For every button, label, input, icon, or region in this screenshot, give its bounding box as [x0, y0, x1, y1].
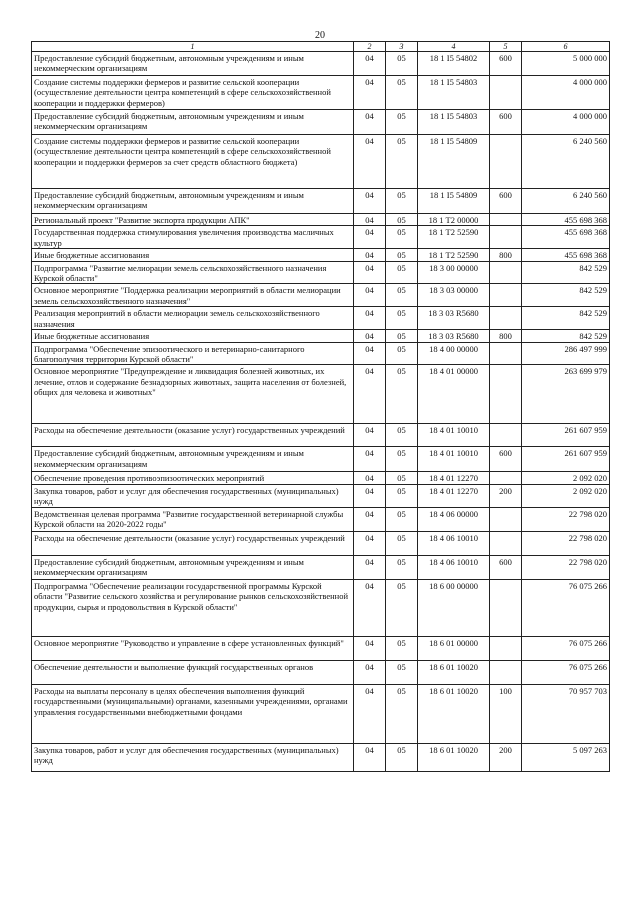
row-expense-type: [490, 226, 522, 249]
row-section: 04: [354, 330, 386, 342]
row-target-article: 18 1 I5 54809: [418, 135, 490, 189]
table-row: [32, 249, 610, 261]
row-amount: 6 240 560: [522, 189, 610, 214]
row-target-article: 18 4 01 12270: [418, 472, 490, 484]
row-amount: 455 698 368: [522, 226, 610, 249]
row-target-article: 18 3 00 00000: [418, 261, 490, 284]
row-name: Создание системы поддержки фермеров и развитие сельской кооперации (осуществление деятельности центра компетенций в сфере сельскохозяйственной кооперации и поддержки фермеров): [32, 76, 354, 110]
row-amount: 22 798 020: [522, 555, 610, 579]
table-row: [32, 684, 610, 743]
row-subsection: 05: [386, 189, 418, 214]
row-expense-type: 600: [490, 52, 522, 76]
row-amount: 76 075 266: [522, 636, 610, 660]
row-target-article: 18 6 01 10020: [418, 743, 490, 771]
row-subsection: 05: [386, 226, 418, 249]
header-col-sum: 6: [522, 42, 610, 52]
row-subsection: 05: [386, 76, 418, 110]
row-target-article: 18 1 T2 00000: [418, 214, 490, 226]
row-target-article: 18 4 06 10010: [418, 531, 490, 555]
row-subsection: 05: [386, 507, 418, 531]
row-section: 04: [354, 484, 386, 507]
table-row: [32, 307, 610, 330]
row-name: Основное мероприятие "Руководство и управление в сфере установленных функций": [32, 636, 354, 660]
row-target-article: 18 3 03 00000: [418, 284, 490, 307]
table-row: [32, 472, 610, 484]
table-row: [32, 531, 610, 555]
row-subsection: 05: [386, 307, 418, 330]
row-expense-type: [490, 531, 522, 555]
row-target-article: 18 4 01 00000: [418, 365, 490, 424]
row-amount: 842 529: [522, 307, 610, 330]
table-row: [32, 284, 610, 307]
row-expense-type: [490, 342, 522, 365]
row-amount: 286 497 999: [522, 342, 610, 365]
row-subsection: 05: [386, 660, 418, 684]
row-target-article: 18 6 01 10020: [418, 660, 490, 684]
row-expense-type: 600: [490, 189, 522, 214]
row-subsection: 05: [386, 472, 418, 484]
row-name: Основное мероприятие "Предупреждение и ликвидация болезней животных, их лечение, отлов и содержание безнадзорных животных, защита населения от болезней, общих для человека и животных": [32, 365, 354, 424]
row-amount: 2 092 020: [522, 472, 610, 484]
row-amount: 22 798 020: [522, 507, 610, 531]
table-row: [32, 330, 610, 342]
row-expense-type: [490, 660, 522, 684]
header-row: [32, 42, 610, 52]
row-target-article: 18 1 T2 52590: [418, 249, 490, 261]
row-expense-type: 100: [490, 684, 522, 743]
row-amount: 76 075 266: [522, 579, 610, 636]
table-row: [32, 447, 610, 472]
row-target-article: 18 4 06 10010: [418, 555, 490, 579]
row-expense-type: [490, 636, 522, 660]
table-row: [32, 110, 610, 135]
row-name: Предоставление субсидий бюджетным, автономным учреждениям и иным некоммерческим организациям: [32, 110, 354, 135]
header-col-rz: 2: [354, 42, 386, 52]
row-name: Ведомственная целевая программа "Развитие государственной ветеринарной службы Курской области на 2020-2022 годы": [32, 507, 354, 531]
row-subsection: 05: [386, 579, 418, 636]
row-subsection: 05: [386, 330, 418, 342]
row-subsection: 05: [386, 249, 418, 261]
table-row: [32, 507, 610, 531]
row-section: 04: [354, 684, 386, 743]
row-section: 04: [354, 447, 386, 472]
row-amount: 263 699 979: [522, 365, 610, 424]
row-amount: 70 957 703: [522, 684, 610, 743]
row-name: Предоставление субсидий бюджетным, автономным учреждениям и иным некоммерческим организациям: [32, 447, 354, 472]
row-section: 04: [354, 214, 386, 226]
row-target-article: 18 4 01 10010: [418, 424, 490, 447]
row-target-article: 18 6 00 00000: [418, 579, 490, 636]
row-amount: 842 529: [522, 261, 610, 284]
row-subsection: 05: [386, 342, 418, 365]
row-name: Основное мероприятие "Поддержка реализации мероприятий в области мелиорации земель сельскохозяйственного назначения": [32, 284, 354, 307]
row-amount: 6 240 560: [522, 135, 610, 189]
row-expense-type: 800: [490, 249, 522, 261]
row-section: 04: [354, 365, 386, 424]
table-row: [32, 135, 610, 189]
table-row: [32, 52, 610, 76]
row-expense-type: [490, 579, 522, 636]
row-expense-type: 800: [490, 330, 522, 342]
table-row: [32, 189, 610, 214]
row-section: 04: [354, 226, 386, 249]
row-expense-type: [490, 365, 522, 424]
table-row: [32, 342, 610, 365]
row-section: 04: [354, 531, 386, 555]
row-amount: 5 097 263: [522, 743, 610, 771]
row-expense-type: [490, 284, 522, 307]
row-name: Иные бюджетные ассигнования: [32, 330, 354, 342]
row-subsection: 05: [386, 284, 418, 307]
row-name: Государственная поддержка стимулирования увеличения производства масличных культур: [32, 226, 354, 249]
row-amount: 4 000 000: [522, 110, 610, 135]
row-subsection: 05: [386, 636, 418, 660]
row-section: 04: [354, 342, 386, 365]
row-subsection: 05: [386, 684, 418, 743]
table-row: [32, 214, 610, 226]
page-number: 20: [315, 30, 325, 41]
row-amount: 76 075 266: [522, 660, 610, 684]
row-expense-type: [490, 76, 522, 110]
row-section: 04: [354, 307, 386, 330]
row-expense-type: 600: [490, 110, 522, 135]
row-target-article: 18 1 T2 52590: [418, 226, 490, 249]
header-col-pr: 3: [386, 42, 418, 52]
row-subsection: 05: [386, 214, 418, 226]
row-name: Предоставление субсидий бюджетным, автономным учреждениям и иным некоммерческим организациям: [32, 52, 354, 76]
row-name: Обеспечение деятельности и выполнение функций государственных органов: [32, 660, 354, 684]
row-amount: 22 798 020: [522, 531, 610, 555]
row-name: Закупка товаров, работ и услуг для обеспечения государственных (муниципальных) нужд: [32, 743, 354, 771]
row-target-article: 18 1 I5 54802: [418, 52, 490, 76]
row-amount: 842 529: [522, 284, 610, 307]
row-section: 04: [354, 636, 386, 660]
row-target-article: 18 4 01 10010: [418, 447, 490, 472]
row-subsection: 05: [386, 52, 418, 76]
row-amount: 455 698 368: [522, 214, 610, 226]
table-row: [32, 424, 610, 447]
row-amount: 261 607 959: [522, 447, 610, 472]
row-amount: 261 607 959: [522, 424, 610, 447]
table-row: [32, 743, 610, 771]
row-target-article: 18 6 01 00000: [418, 636, 490, 660]
row-expense-type: [490, 214, 522, 226]
row-name: Региональный проект "Развитие экспорта продукции АПК": [32, 214, 354, 226]
row-expense-type: [490, 507, 522, 531]
row-section: 04: [354, 555, 386, 579]
row-subsection: 05: [386, 555, 418, 579]
table-row: [32, 365, 610, 424]
row-target-article: 18 4 06 00000: [418, 507, 490, 531]
row-name: Подпрограмма "Обеспечение эпизоотического и ветеринарно-санитарного благополучия территории Курской области": [32, 342, 354, 365]
row-target-article: 18 1 I5 54803: [418, 76, 490, 110]
row-subsection: 05: [386, 447, 418, 472]
row-subsection: 05: [386, 424, 418, 447]
row-section: 04: [354, 284, 386, 307]
row-target-article: 18 3 03 R5680: [418, 330, 490, 342]
row-subsection: 05: [386, 365, 418, 424]
table-row: [32, 660, 610, 684]
row-amount: 842 529: [522, 330, 610, 342]
row-subsection: 05: [386, 484, 418, 507]
row-expense-type: [490, 424, 522, 447]
row-amount: 455 698 368: [522, 249, 610, 261]
header-col-name: 1: [32, 42, 354, 52]
row-name: Обеспечение проведения противоэпизоотических мероприятий: [32, 472, 354, 484]
row-target-article: 18 3 03 R5680: [418, 307, 490, 330]
row-section: 04: [354, 76, 386, 110]
table-row: [32, 76, 610, 110]
row-name: Реализация мероприятий в области мелиорации земель сельскохозяйственного назначения: [32, 307, 354, 330]
budget-table: [31, 41, 610, 772]
table-row: [32, 226, 610, 249]
row-expense-type: [490, 261, 522, 284]
table-row: [32, 555, 610, 579]
row-subsection: 05: [386, 110, 418, 135]
header-col-vr: 5: [490, 42, 522, 52]
row-target-article: 18 4 00 00000: [418, 342, 490, 365]
row-section: 04: [354, 424, 386, 447]
row-amount: 4 000 000: [522, 76, 610, 110]
table-row: [32, 484, 610, 507]
row-target-article: 18 4 01 12270: [418, 484, 490, 507]
row-name: Расходы на обеспечение деятельности (оказание услуг) государственных учреждений: [32, 424, 354, 447]
header-col-csr: 4: [418, 42, 490, 52]
row-name: Создание системы поддержки фермеров и развитие сельской кооперации (осуществление деятельности центра компетенций в сфере сельскохозяйственной кооперации и поддержки фермеров за счет средств областного бюджета): [32, 135, 354, 189]
row-section: 04: [354, 579, 386, 636]
row-subsection: 05: [386, 531, 418, 555]
row-expense-type: 200: [490, 743, 522, 771]
row-name: Расходы на выплаты персоналу в целях обеспечения выполнения функций государственными (муниципальными) органами, казенными учреждениями, органами управления государственными внебюджетными фондами: [32, 684, 354, 743]
row-section: 04: [354, 189, 386, 214]
row-section: 04: [354, 135, 386, 189]
row-section: 04: [354, 52, 386, 76]
row-subsection: 05: [386, 261, 418, 284]
row-section: 04: [354, 110, 386, 135]
table-row: [32, 261, 610, 284]
row-name: Закупка товаров, работ и услуг для обеспечения государственных (муниципальных) нужд: [32, 484, 354, 507]
row-section: 04: [354, 743, 386, 771]
row-section: 04: [354, 249, 386, 261]
row-expense-type: [490, 135, 522, 189]
row-name: Подпрограмма "Обеспечение реализации государственной программы Курской области "Развитие сельского хозяйства и регулирование рынков сельскохозяйственной продукции, сырья и продовольствия в Курской области": [32, 579, 354, 636]
row-expense-type: 200: [490, 484, 522, 507]
row-target-article: 18 1 I5 54809: [418, 189, 490, 214]
table-row: [32, 579, 610, 636]
row-target-article: 18 1 I5 54803: [418, 110, 490, 135]
row-section: 04: [354, 507, 386, 531]
row-expense-type: 600: [490, 555, 522, 579]
row-subsection: 05: [386, 135, 418, 189]
row-subsection: 05: [386, 743, 418, 771]
row-name: Иные бюджетные ассигнования: [32, 249, 354, 261]
row-name: Подпрограмма "Развитие мелиорации земель сельскохозяйственного назначения Курской области": [32, 261, 354, 284]
row-amount: 5 000 000: [522, 52, 610, 76]
row-expense-type: [490, 307, 522, 330]
row-target-article: 18 6 01 10020: [418, 684, 490, 743]
row-name: Предоставление субсидий бюджетным, автономным учреждениям и иным некоммерческим организациям: [32, 555, 354, 579]
table-body: [32, 52, 610, 772]
row-section: 04: [354, 660, 386, 684]
row-expense-type: 600: [490, 447, 522, 472]
table-row: [32, 636, 610, 660]
row-section: 04: [354, 261, 386, 284]
row-expense-type: [490, 472, 522, 484]
row-name: Расходы на обеспечение деятельности (оказание услуг) государственных учреждений: [32, 531, 354, 555]
row-amount: 2 092 020: [522, 484, 610, 507]
row-section: 04: [354, 472, 386, 484]
row-name: Предоставление субсидий бюджетным, автономным учреждениям и иным некоммерческим организациям: [32, 189, 354, 214]
